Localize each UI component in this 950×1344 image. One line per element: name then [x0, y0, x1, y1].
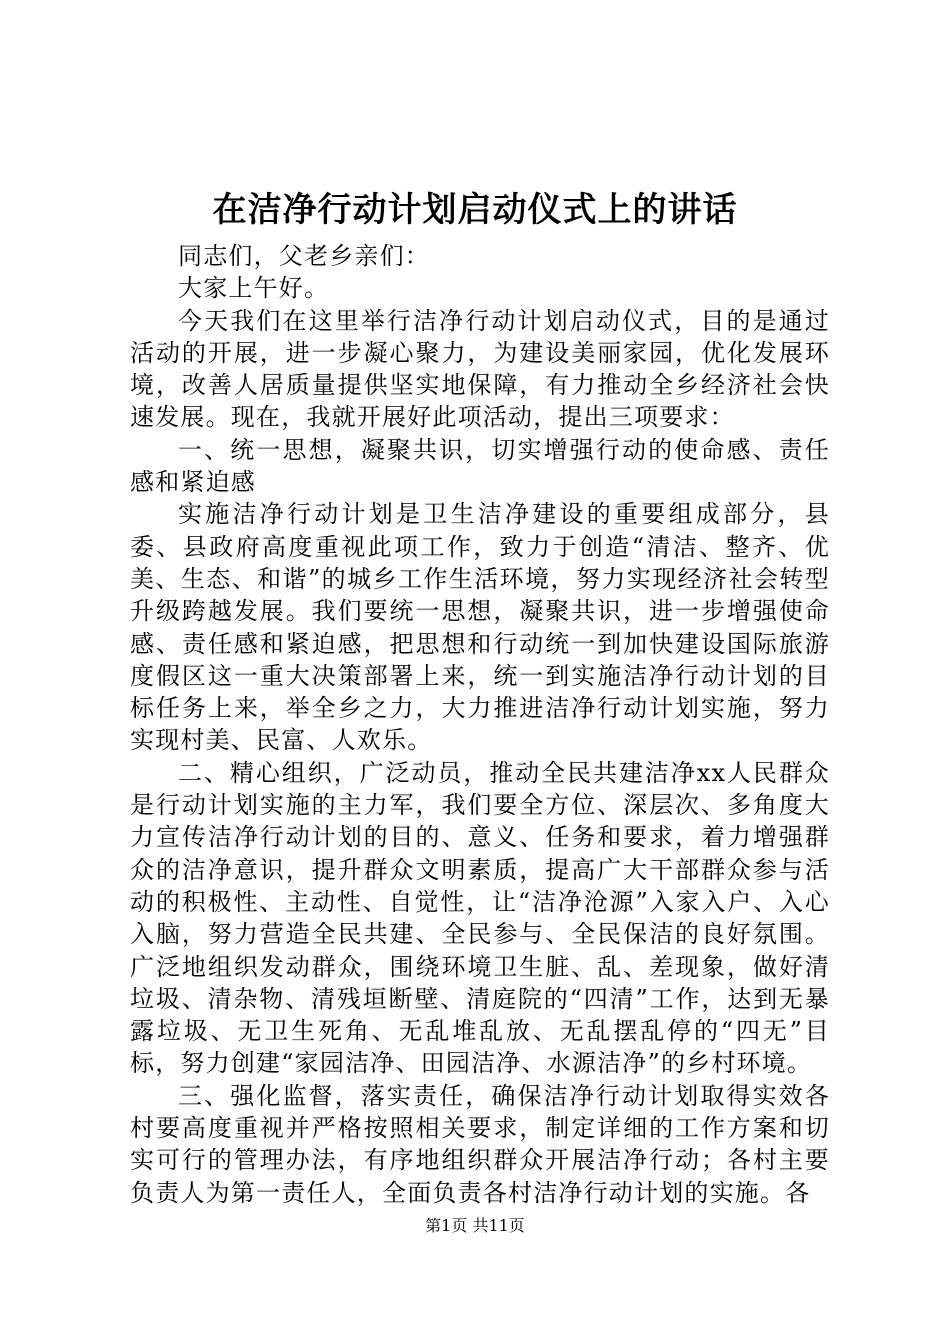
salutation: 同志们，父老乡亲们： [178, 242, 430, 270]
document-body [130, 240, 830, 1209]
section-paragraph-2: 二、精心组织，广泛动员，推动全民共建洁净xx人民群众是行动计划实施的主力军，我们要全方位、深层次、多角度大力宣传洁净行动计划的目的、意义、任务和要求，着力增强群众的洁净意识，提升群众文明素质，提高广大干部群众参与活动的积极性、主动性、自觉性，让“洁净沧源”入家入户、入心入脑，努力营造全民共建、全民参与、全民保洁的良好氛围。广泛地组织发动群众，围绕环境卫生脏、乱、差现象，做好清垃圾、清杂物、清残垣断壁、清庭院的“四清”工作，达到无暴露垃圾、无卫生死角、无乱堆乱放、无乱摆乱停的“四无”目标，努力创建“家园洁净、田园洁净、水源洁净”的乡村环境。 [130, 758, 830, 1078]
document-title: 在洁净行动计划启动仪式上的讲话 [212, 190, 738, 230]
page-footer: 第1页 共11页 [425, 1216, 525, 1235]
section-heading-1: 一、统一思想，凝聚共识，切实增强行动的使命感、责任感和紧迫感 [130, 435, 830, 497]
section-paragraph-3: 三、强化监督，落实责任，确保洁净行动计划取得实效各村要高度重视并严格按照相关要求，制定详细的工作方案和切实可行的管理办法，有序地组织群众开展洁净行动；各村主要负责人为第一责任人，全面负责各村洁净行动计划的实施。各 [130, 1081, 830, 1207]
section-paragraph-1: 实施洁净行动计划是卫生洁净建设的重要组成部分，县委、县政府高度重视此项工作，致力于创造“清洁、整齐、优美、生态、和谐”的城乡工作生活环境，努力实现经济社会转型升级跨越发展。我们要统一思想，凝聚共识，进一步增强使命感、责任感和紧迫感，把思想和行动统一到加快建设国际旅游度假区这一重大决策部署上来，统一到实施洁净行动计划的目标任务上来，举全乡之力，大力推进洁净行动计划实施，努力实现村美、民富、人欢乐。 [130, 500, 830, 755]
greeting: 大家上午好。 [178, 274, 330, 303]
intro-paragraph: 今天我们在这里举行洁净行动计划启动仪式，目的是通过活动的开展，进一步凝心聚力，为建设美丽家园，优化发展环境，改善人居质量提供坚实地保障，有力推动全乡经济社会快速发展。现在，我就开展好此项活动，提出三项要求： [130, 306, 830, 432]
